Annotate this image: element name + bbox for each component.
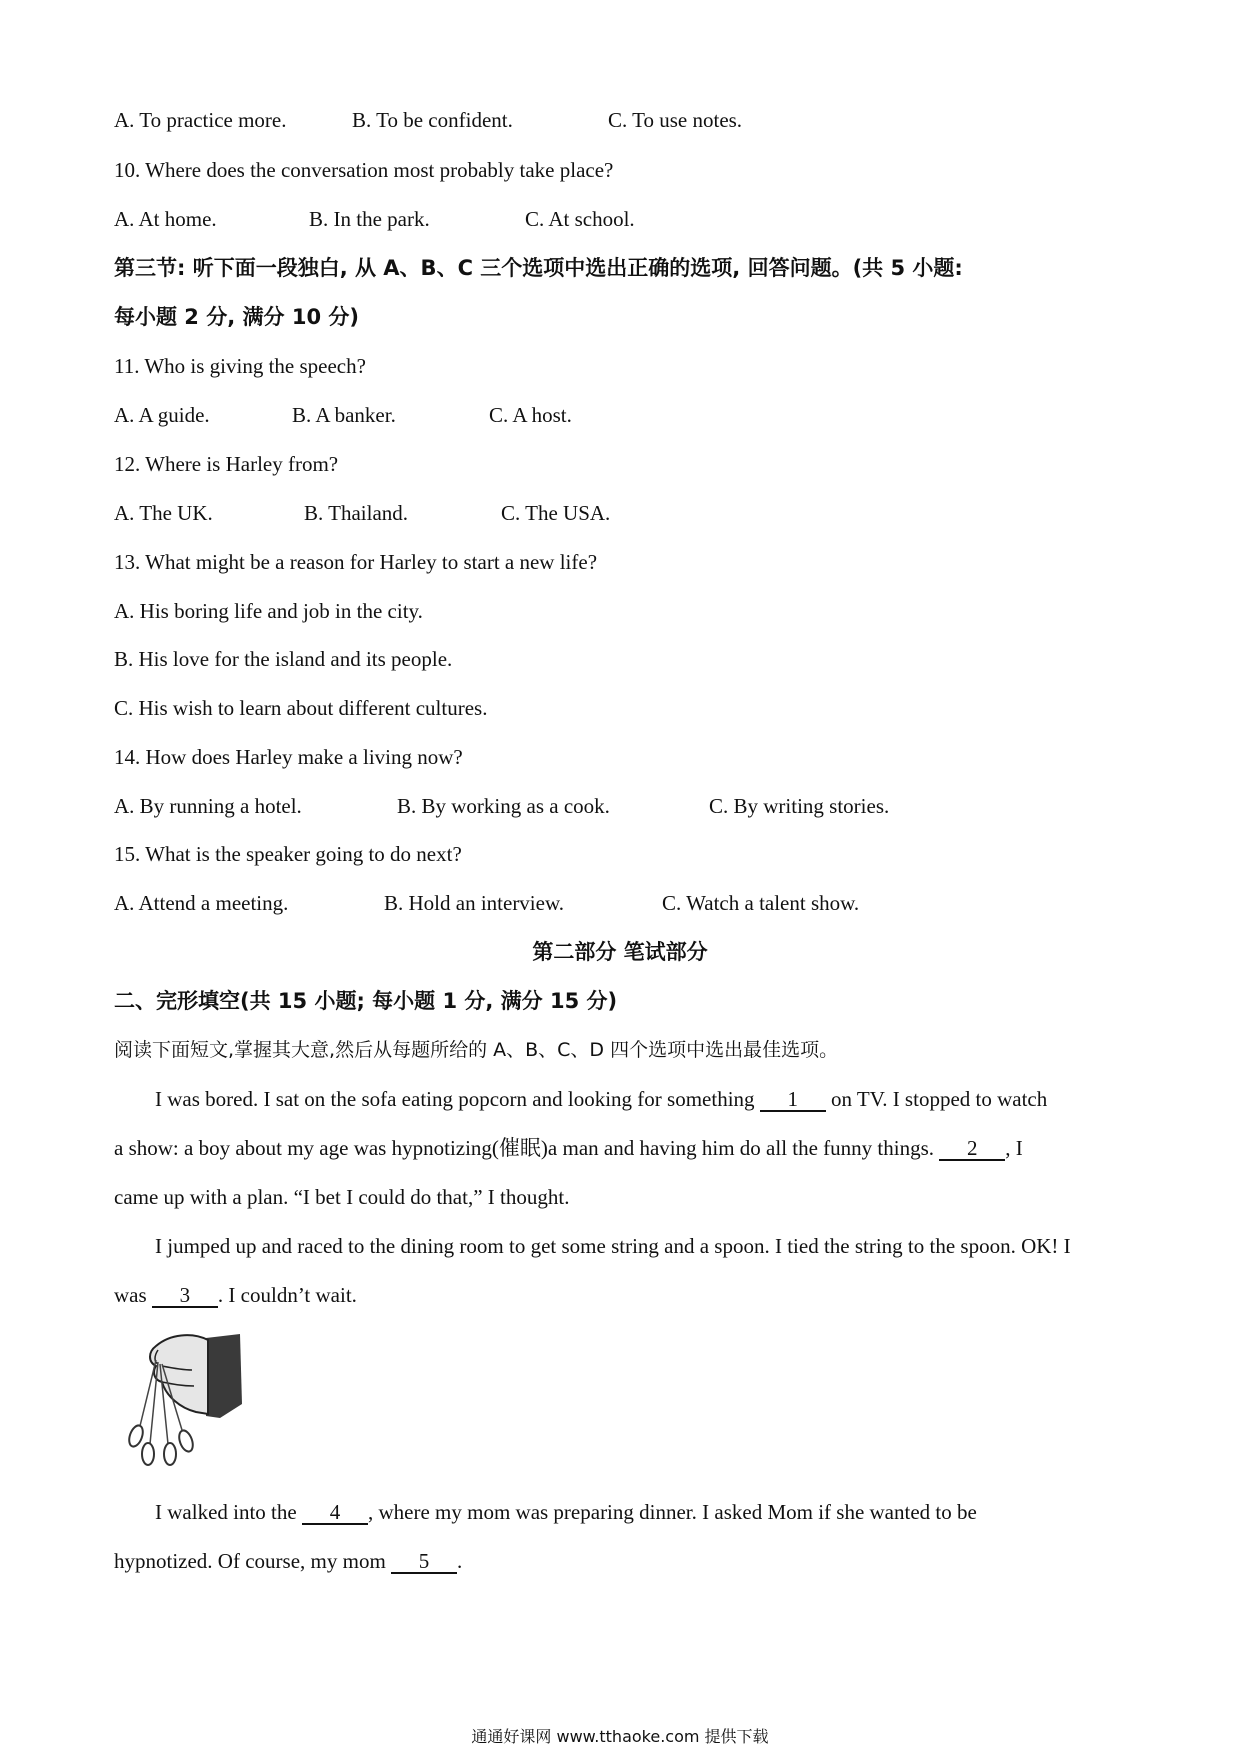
q15-option-b: B. Hold an interview. — [384, 891, 565, 915]
q14-options — [114, 792, 889, 820]
blank-2: 2 — [939, 1137, 1005, 1161]
q13-option-a: A. His boring life and job in the city. — [114, 599, 423, 623]
q13-option-c: C. His wish to learn about different cultures. — [114, 696, 488, 720]
q10-option-a: A. At home. — [114, 207, 217, 231]
passage-line — [155, 1085, 1047, 1113]
passage-text: hypnotized. Of course, my mom — [114, 1549, 392, 1573]
part2-title: 第二部分 笔试部分 — [532, 940, 708, 964]
hand-spoon-illustration — [110, 1326, 245, 1468]
passage-text: was — [114, 1283, 152, 1307]
q11-options — [114, 401, 572, 429]
passage-text: I walked into the — [155, 1500, 302, 1524]
q9-options — [114, 106, 742, 134]
q11-option-b: B. A banker. — [292, 403, 396, 427]
q14-question: 14. How does Harley make a living now? — [114, 745, 463, 769]
cloze-section-title: 二、完形填空(共 15 小题; 每小题 1 分, 满分 15 分) — [114, 989, 618, 1013]
section3-title-line2: 每小题 2 分, 满分 10 分) — [114, 305, 359, 329]
q15-question: 15. What is the speaker going to do next? — [114, 842, 462, 866]
q12-question: 12. Where is Harley from? — [114, 452, 339, 476]
passage-line — [114, 1134, 1023, 1162]
q10-option-b: B. In the park. — [309, 207, 430, 231]
passage-line — [114, 1281, 357, 1309]
passage-text: . I couldn’t wait. — [217, 1283, 357, 1307]
page-footer: 通通好课网 www.tthaoke.com 提供下载 — [471, 1727, 769, 1746]
q9-option-a: A. To practice more. — [114, 108, 287, 132]
q12-option-a: A. The UK. — [114, 501, 213, 525]
q12-options — [114, 499, 610, 527]
q10-question: 10. Where does the conversation most probably take place? — [114, 158, 614, 182]
cloze-instruction: 阅读下面短文,掌握其大意,然后从每题所给的 A、B、C、D 四个选项中选出最佳选项。 — [114, 1039, 839, 1061]
q10-options — [114, 205, 635, 233]
passage-text: a show: a boy about my age was hypnotizing(催眠)a man and having him do all the funny things. — [114, 1136, 940, 1160]
section3-title-line1: 第三节: 听下面一段独白, 从 A、B、C 三个选项中选出正确的选项, 回答问题。(共 5 小题: — [114, 256, 963, 280]
q15-option-c: C. Watch a talent show. — [662, 891, 860, 915]
q11-question: 11. Who is giving the speech? — [114, 354, 366, 378]
q9-option-b: B. To be confident. — [352, 108, 513, 132]
passage-line — [155, 1498, 977, 1526]
blank-5: 5 — [391, 1550, 457, 1574]
passage-line: I jumped up and raced to the dining room to get some string and a spoon. I tied the string to the spoon. OK! I — [155, 1234, 1071, 1258]
blank-1: 1 — [760, 1088, 826, 1112]
passage-line — [114, 1547, 462, 1575]
q12-option-c: C. The USA. — [501, 501, 611, 525]
passage-text: on TV. I stopped to watch — [825, 1087, 1048, 1111]
passage-text: , where my mom was preparing dinner. I asked Mom if she wanted to be — [367, 1500, 977, 1524]
q13-option-b: B. His love for the island and its people. — [114, 647, 453, 671]
q15-options — [114, 889, 859, 917]
q11-option-a: A. A guide. — [114, 403, 210, 427]
passage-text: , I — [1005, 1136, 1023, 1160]
blank-3: 3 — [152, 1284, 218, 1308]
q12-option-b: B. Thailand. — [304, 501, 409, 525]
q15-option-a: A. Attend a meeting. — [114, 891, 289, 915]
q14-option-a: A. By running a hotel. — [114, 794, 302, 818]
blank-4: 4 — [302, 1501, 368, 1525]
q14-option-b: B. By working as a cook. — [397, 794, 610, 818]
q11-option-c: C. A host. — [489, 403, 572, 427]
q13-question: 13. What might be a reason for Harley to start a new life? — [114, 550, 598, 574]
q14-option-c: C. By writing stories. — [709, 794, 890, 818]
passage-text: I was bored. I sat on the sofa eating popcorn and looking for something — [155, 1087, 760, 1111]
passage-line: came up with a plan. “I bet I could do that,” I thought. — [114, 1185, 570, 1209]
q9-option-c: C. To use notes. — [608, 108, 743, 132]
passage-text: . — [457, 1549, 463, 1573]
q10-option-c: C. At school. — [525, 207, 635, 231]
